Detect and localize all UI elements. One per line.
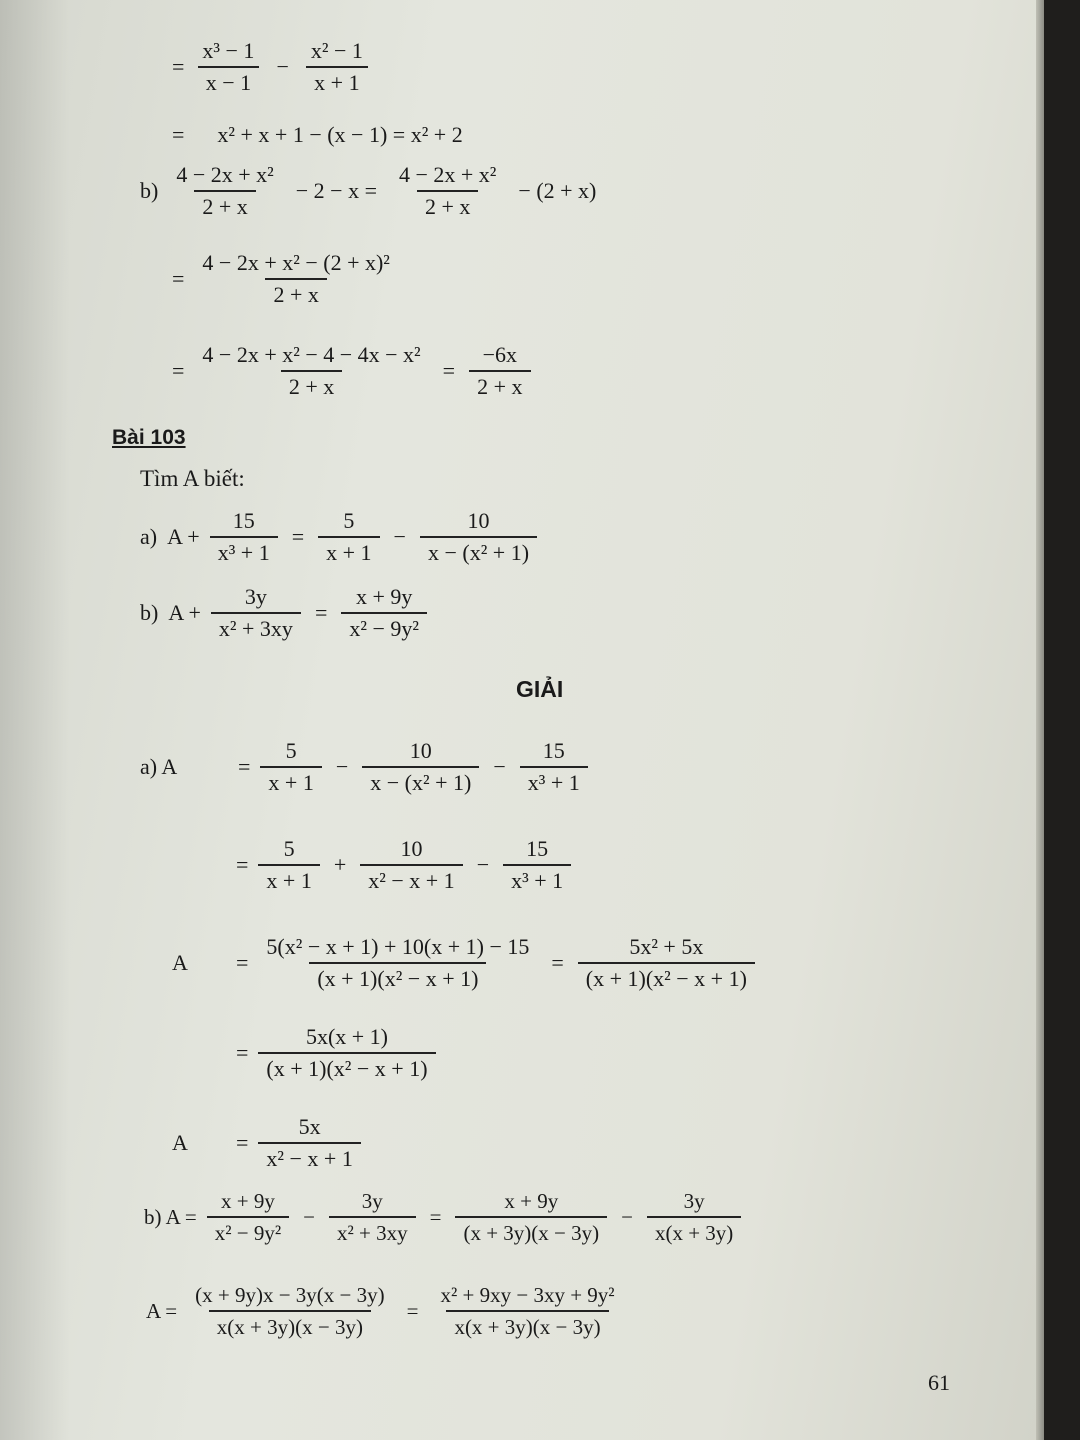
fraction xyxy=(432,1280,622,1342)
page-number: 61 xyxy=(928,1370,950,1395)
numerator: 5 xyxy=(283,836,295,861)
eq-row-5 xyxy=(172,340,541,402)
eq-sign: = xyxy=(236,950,249,975)
expression-text: − (2 + x) xyxy=(518,178,597,203)
operator: − xyxy=(493,754,506,779)
denominator: x² − 9y² xyxy=(207,1216,289,1248)
eq-sign: = xyxy=(236,1040,249,1065)
denominator: (x + 1)(x² − x + 1) xyxy=(309,962,486,994)
solution-b-step-1 xyxy=(144,1186,751,1248)
fraction xyxy=(210,506,278,568)
eq-sign: = xyxy=(172,358,185,383)
eq-row-3 xyxy=(140,160,610,222)
numerator: 5(x² − x + 1) + 10(x + 1) − 15 xyxy=(266,934,530,959)
denominator: x + 1 xyxy=(306,66,367,98)
fraction xyxy=(258,1022,435,1084)
denominator: (x + 1)(x² − x + 1) xyxy=(258,1052,435,1084)
operator: − xyxy=(276,54,289,79)
fraction xyxy=(420,506,537,568)
eq-sign: = xyxy=(314,600,328,625)
question-b xyxy=(140,582,437,644)
page-edge xyxy=(1036,0,1044,1440)
operator: − xyxy=(476,852,490,877)
numerator: 15 xyxy=(526,836,549,861)
fraction xyxy=(187,1280,393,1342)
lhs: A = xyxy=(146,1298,178,1323)
fraction xyxy=(469,340,530,402)
solution-b-step-2 xyxy=(146,1280,633,1342)
fraction xyxy=(194,340,428,402)
denominator: x + 1 xyxy=(318,536,379,568)
denominator: 2 + x xyxy=(265,278,326,310)
eq-row-1 xyxy=(172,36,381,98)
fraction xyxy=(360,834,462,896)
fraction xyxy=(362,736,479,798)
fraction xyxy=(260,736,321,798)
numerator: 4 − 2x + x² − 4 − 4x − x² xyxy=(202,342,421,367)
numerator: 3y xyxy=(244,584,267,609)
numerator: 10 xyxy=(467,508,490,533)
solution-a-step-2 xyxy=(236,834,581,896)
numerator: x + 9y xyxy=(220,1189,275,1213)
denominator: x − 1 xyxy=(198,66,259,98)
denominator: x(x + 3y)(x − 3y) xyxy=(209,1310,371,1342)
fraction xyxy=(341,582,427,644)
spine-shadow xyxy=(0,0,70,1440)
solution-a-step-1 xyxy=(140,736,598,798)
numerator: x² − 1 xyxy=(310,38,363,63)
eq-sign: = xyxy=(172,54,185,79)
fraction xyxy=(329,1186,416,1248)
item-label: b) xyxy=(140,600,159,625)
fraction xyxy=(194,248,397,310)
numerator: (x + 9y)x − 3y(x − 3y) xyxy=(195,1283,385,1307)
fraction xyxy=(303,36,371,98)
operator: + xyxy=(333,852,347,877)
eq-sign: = xyxy=(429,1204,442,1229)
item-label: b) xyxy=(140,178,159,203)
denominator: (x + 3y)(x − 3y) xyxy=(455,1216,607,1248)
numerator: 5x(x + 1) xyxy=(305,1024,389,1049)
item-label: a) xyxy=(140,524,158,549)
lhs: a) A xyxy=(140,754,178,779)
denominator: x − (x² + 1) xyxy=(420,536,537,568)
eq-sign: = xyxy=(236,852,249,877)
numerator: 4 − 2x + x² xyxy=(398,162,497,187)
fraction xyxy=(647,1186,741,1248)
fraction xyxy=(318,506,379,568)
fraction xyxy=(194,36,262,98)
denominator: x² − x + 1 xyxy=(258,1142,360,1174)
solution-a-step-4 xyxy=(236,1022,446,1084)
denominator: 2 + x xyxy=(194,190,255,222)
fraction xyxy=(258,932,537,994)
operator: − xyxy=(335,754,349,779)
fraction xyxy=(211,582,301,644)
fraction xyxy=(207,1186,289,1248)
denominator: x² + 3xy xyxy=(211,612,301,644)
exercise-prompt: Tìm A biết: xyxy=(140,466,245,491)
numerator: x² + 9xy − 3xy + 9y² xyxy=(440,1283,615,1307)
denominator: x − (x² + 1) xyxy=(362,766,479,798)
eq-sign: = xyxy=(291,524,305,549)
eq-sign: = xyxy=(236,1130,249,1155)
exercise-heading: Bài 103 xyxy=(112,426,186,449)
question-a xyxy=(140,506,547,568)
solution-a-step-5 xyxy=(172,1112,371,1174)
numerator: 10 xyxy=(400,836,423,861)
lhs: b) A = xyxy=(144,1204,197,1229)
operator: − xyxy=(621,1204,633,1229)
denominator: 2 + x xyxy=(281,370,342,402)
equation-text: = x² + x + 1 − (x − 1) = x² + 2 xyxy=(172,122,463,147)
fraction xyxy=(520,736,588,798)
numerator: 5x xyxy=(298,1114,321,1139)
numerator: 4 − 2x + x² xyxy=(176,162,274,187)
fraction xyxy=(391,160,504,222)
lhs: A xyxy=(172,1130,188,1155)
denominator: x² − 9y² xyxy=(341,612,427,644)
eq-sign: = xyxy=(238,754,251,779)
denominator: x³ + 1 xyxy=(210,536,278,568)
numerator: −6x xyxy=(482,342,517,367)
solution-a-step-3 xyxy=(172,932,765,994)
eq-sign: = xyxy=(406,1298,419,1323)
denominator: 2 + x xyxy=(417,190,478,222)
denominator: x² − x + 1 xyxy=(360,864,462,896)
eq-row-2 xyxy=(172,122,473,148)
operator: − xyxy=(303,1204,315,1229)
numerator: 5 xyxy=(343,508,355,533)
eq-sign: = xyxy=(442,358,456,383)
denominator: x³ + 1 xyxy=(520,766,588,798)
numerator: 5 xyxy=(285,738,297,763)
lhs: A + xyxy=(167,524,200,549)
numerator: 15 xyxy=(232,508,255,533)
denominator: (x + 1)(x² − x + 1) xyxy=(578,962,755,994)
denominator: x + 1 xyxy=(260,766,321,798)
lhs: A + xyxy=(168,600,201,625)
numerator: 4 − 2x + x² − (2 + x)² xyxy=(202,250,390,275)
fraction xyxy=(578,932,755,994)
numerator: 10 xyxy=(409,738,432,763)
denominator: x(x + 3y)(x − 3y) xyxy=(446,1310,608,1342)
fraction xyxy=(503,834,571,896)
numerator: 3y xyxy=(361,1189,383,1213)
denominator: x³ + 1 xyxy=(503,864,571,896)
numerator: 5x² + 5x xyxy=(629,934,704,959)
numerator: x + 9y xyxy=(504,1189,559,1213)
lhs: A xyxy=(172,950,188,975)
denominator: x + 1 xyxy=(258,864,319,896)
numerator: 3y xyxy=(683,1189,705,1213)
solution-heading: GIẢI xyxy=(516,676,564,702)
fraction xyxy=(258,834,319,896)
fraction xyxy=(455,1186,607,1248)
eq-sign: = xyxy=(172,266,185,291)
fraction xyxy=(258,1112,360,1174)
denominator: 2 + x xyxy=(469,370,530,402)
operator: − xyxy=(393,524,406,549)
numerator: x³ − 1 xyxy=(202,38,255,63)
numerator: x + 9y xyxy=(355,584,413,609)
denominator: x² + 3xy xyxy=(329,1216,416,1248)
eq-row-4 xyxy=(172,248,408,310)
expression-text: − 2 − x = xyxy=(295,178,377,203)
eq-sign: = xyxy=(551,950,564,975)
denominator: x(x + 3y) xyxy=(647,1216,741,1248)
numerator: 15 xyxy=(542,738,565,763)
fraction xyxy=(168,160,281,222)
